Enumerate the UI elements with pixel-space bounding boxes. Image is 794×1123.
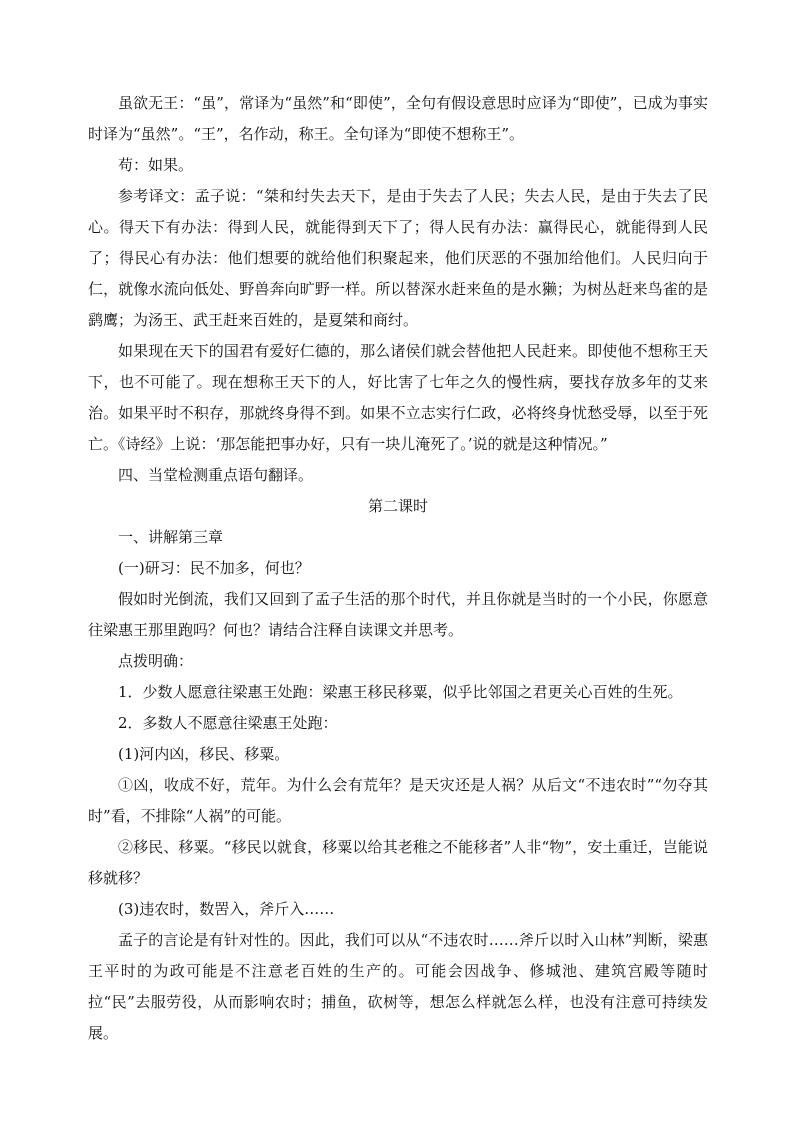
list-item-sub-3: (3)违农时，数罟入，斧斤入…… bbox=[118, 900, 335, 918]
paragraph-study-question: (一)研习：民不加多，何也？ bbox=[118, 559, 310, 577]
paragraph-mencius-analysis: 孟子的言论是有针对性的。因此，我们可以从“不违农时……斧斤以时入山林”判断，梁惠王平时的为政可能是不注意老百姓的生产的。可能会因战争、修城池、建筑宫殿等随时拉“民”去服劳役，从而影响农时；捕鱼，砍树等，想怎么样就怎么样，也没有注意可持续发展。 bbox=[88, 931, 708, 1042]
section-title: 第二课时 bbox=[367, 497, 428, 515]
paragraph-translation-continued: 如果现在天下的国君有爱好仁德的，那么诸侯们就会替他把人民赶来。即使他不想称王天下，也不可能了。现在想称王天下的人，好比害了七年之久的慢性病，要找存放多年的艾来治。如果平时不积存，那就终身得不到。如果不立志实行仁政，必将终身忧愁受辱，以至于死亡。《诗经》上说：‘那怎能把事办好，只有一块儿淹死了。’说的就是这种情况。” bbox=[88, 342, 708, 453]
document-page bbox=[88, 88, 708, 1049]
paragraph-time-travel-prompt: 假如时光倒流，我们又回到了孟子生活的那个时代，并且你就是当时的一个小民，你愿意往梁惠王那里跑吗？何也？请结合注释自读课文并思考。 bbox=[88, 590, 708, 639]
paragraph-guidance-label: 点拨明确： bbox=[118, 652, 194, 670]
paragraph-reference-translation: 参考译文：孟子说：“桀和纣失去天下，是由于失去了人民；失去人民，是由于失去了民心。得天下有办法：得到人民，就能得到天下了；得人民有办法：赢得民心，就能得到人民了；得民心有办法：他们想要的就给他们积聚起来，他们厌恶的不强加给他们。人民归向于仁，就像水流向低处、野兽奔向旷野一样。所以替深水赶来鱼的是水獭；为树丛赶来鸟雀的是鹞鹰；为汤王、武王赶来百姓的，是夏桀和商纣。 bbox=[88, 187, 708, 329]
paragraph-sui-yu-wu-wang: 虽欲无王：“虽”，常译为“虽然”和“即使”，全句有假设意思时应译为“即使”，已成为事实时译为“虽然”。“王”，名作动，称王。全句译为“即使不想称王”。 bbox=[88, 94, 708, 143]
list-item-point-1: 1．少数人愿意往梁惠王处跑：梁惠王移民移粟，似乎比邻国之君更关心百姓的生死。 bbox=[118, 683, 683, 701]
list-item-sub-1: (1)河内凶，移民、移粟。 bbox=[118, 745, 290, 763]
list-item-point-2: 2．多数人不愿意往梁惠王处跑： bbox=[118, 714, 338, 732]
list-item-circled-1: ①凶，收成不好，荒年。为什么会有荒年？是天灾还是人祸？从后文“不违农时”“勿夺其时”看，不排除“人祸”的可能。 bbox=[88, 776, 708, 825]
list-item-circled-2: ②移民、移粟。“移民以就食，移粟以给其老稚之不能移者”人非“物”，安土重迁，岂能说移就移？ bbox=[88, 838, 708, 887]
paragraph-lecture-chapter-three: 一、讲解第三章 bbox=[118, 528, 224, 546]
paragraph-in-class-check: 四、当堂检测重点语句翻译。 bbox=[118, 466, 314, 484]
paragraph-gou: 苟：如果。 bbox=[118, 156, 194, 174]
